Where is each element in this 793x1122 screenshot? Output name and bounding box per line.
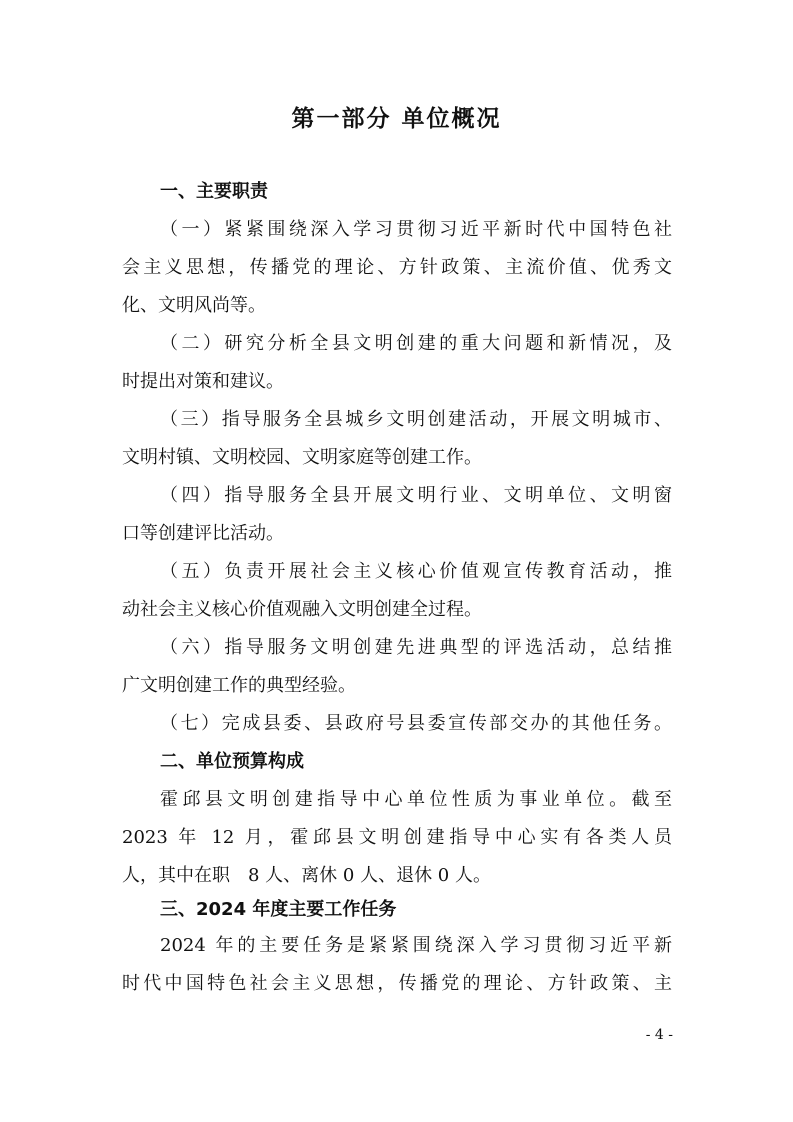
section-heading-annual-tasks: 三、2024 年度主要工作任务 bbox=[160, 899, 397, 920]
paragraph-line: 2023 年 12 月，霍邱县文明创建指导中心实有各类人员 bbox=[122, 827, 672, 848]
paragraph-line: 动社会主义核心价值观融入文明创建全过程。 bbox=[122, 599, 482, 620]
paragraph-line: （四）指导服务全县开展文明行业、文明单位、文明窗 bbox=[160, 485, 672, 506]
page-number: - 4 - bbox=[645, 1027, 673, 1043]
paragraph-line: 时提出对策和建议。 bbox=[122, 371, 284, 392]
paragraph-line: （六）指导服务文明创建先进典型的评选活动，总结推 bbox=[160, 637, 672, 658]
paragraph-line: 文明村镇、文明校园、文明家庭等创建工作。 bbox=[122, 447, 482, 468]
page-title: 第一部分 单位概况 bbox=[291, 106, 502, 132]
paragraph-line: （七）完成县委、县政府号县委宣传部交办的其他任务。 bbox=[160, 713, 672, 734]
paragraph-line: （五）负责开展社会主义核心价值观宣传教育活动，推 bbox=[160, 561, 672, 582]
paragraph-line: 会主义思想，传播党的理论、方针政策、主流价值、优秀文 bbox=[122, 257, 672, 278]
paragraph-line: 口等创建评比活动。 bbox=[122, 523, 284, 544]
paragraph-line: 化、文明风尚等。 bbox=[122, 295, 266, 316]
paragraph-line: （二）研究分析全县文明创建的重大问题和新情况，及 bbox=[160, 333, 672, 354]
paragraph-line: （一）紧紧围绕深入学习贯彻习近平新时代中国特色社 bbox=[160, 219, 672, 240]
paragraph-line: （三）指导服务全县城乡文明创建活动，开展文明城市、 bbox=[160, 409, 672, 430]
paragraph-line: 时代中国特色社会主义思想，传播党的理论、方针政策、主 bbox=[122, 973, 672, 994]
section-heading-main-duties: 一、主要职责 bbox=[160, 181, 268, 202]
section-heading-budget-composition: 二、单位预算构成 bbox=[160, 751, 304, 772]
paragraph-line: 2024 年的主要任务是紧紧围绕深入学习贯彻习近平新 bbox=[160, 935, 672, 956]
paragraph-line: 霍邱县文明创建指导中心单位性质为事业单位。截至 bbox=[160, 789, 672, 810]
paragraph-line: 广文明创建工作的典型经验。 bbox=[122, 675, 356, 696]
paragraph-line: 人，其中在职 8 人、离休 0 人、退休 0 人。 bbox=[122, 865, 491, 886]
